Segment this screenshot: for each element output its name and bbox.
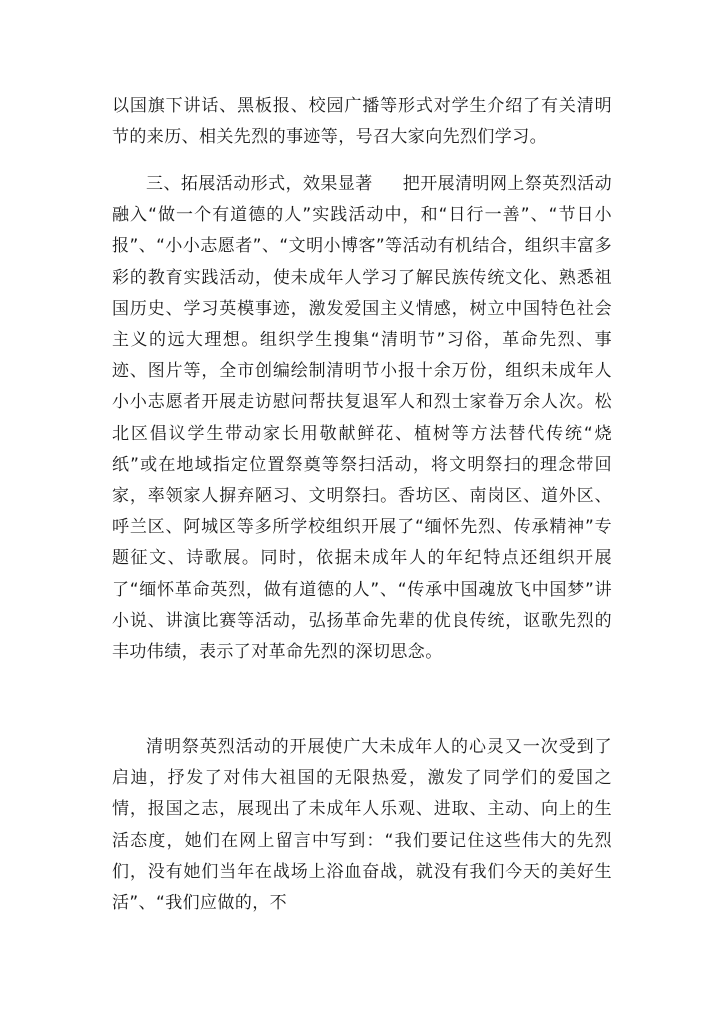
section-heading: 三、拓展活动形式，效果显著: [146, 174, 373, 194]
paragraph-text: 清明祭英烈活动的开展使广大未成年人的心灵又一次受到了启迪，抒发了对伟大祖国的无限热爱，激发了同学们的爱国之情，报国之志，展现出了未成年人乐观、进取、主动、向上的生活态度，她们在网上留言中写到：“我们要记住这些伟大的先烈们，没有她们当年在战场上浴血奋战，就没有我们今天的美好生活”、“我们应做的，不: [112, 737, 612, 914]
document-paragraph-1: [112, 91, 612, 153]
paragraph-text: 以国旗下讲话、黑板报、校园广播等形式对学生介绍了有关清明节的来历、相关先烈的事迹等，号召大家向先烈们学习。: [112, 96, 612, 148]
document-paragraph-2: [112, 169, 612, 668]
paragraph-with-heading: [112, 169, 612, 668]
document-paragraph-3: [112, 732, 612, 919]
paragraph-text: 把开展清明网上祭英烈活动融入“做一个有道德的人”实践活动中，和“日行一善”、“节日小报”、“小小志愿者”、“文明小博客”等活动有机结合，组织丰富多彩的教育实践活动，使未成年人学习了解民族传统文化、熟悉祖国历史、学习英模事迹，激发爱国主义情感，树立中国特色社会主义的远大理想。组织学生搜集“清明节”习俗，革命先烈、事迹、图片等，全市创编绘制清明节小报十余万份，组织未成年人小小志愿者开展走访慰问帮扶复退军人和烈士家眷万余人次。松北区倡议学生带动家长用敬献鲜花、植树等方法替代传统“烧纸”或在地域指定位置祭奠等祭扫活动，将文明祭扫的理念带回家，率领家人摒弃陋习、文明祭扫。香坊区、南岗区、道外区、呼兰区、阿城区等多所学校组织开展了“缅怀先烈、传承精神”专题征文、诗歌展。同时，依据未成年人的年纪特点还组织开展了“缅怀革命英烈，做有道德的人”、“传承中国魂放飞中国梦”讲小说、讲演比赛等活动，弘扬革命先辈的优良传统，讴歌先烈的丰功伟绩，表示了对革命先烈的深切思念。: [112, 174, 612, 663]
